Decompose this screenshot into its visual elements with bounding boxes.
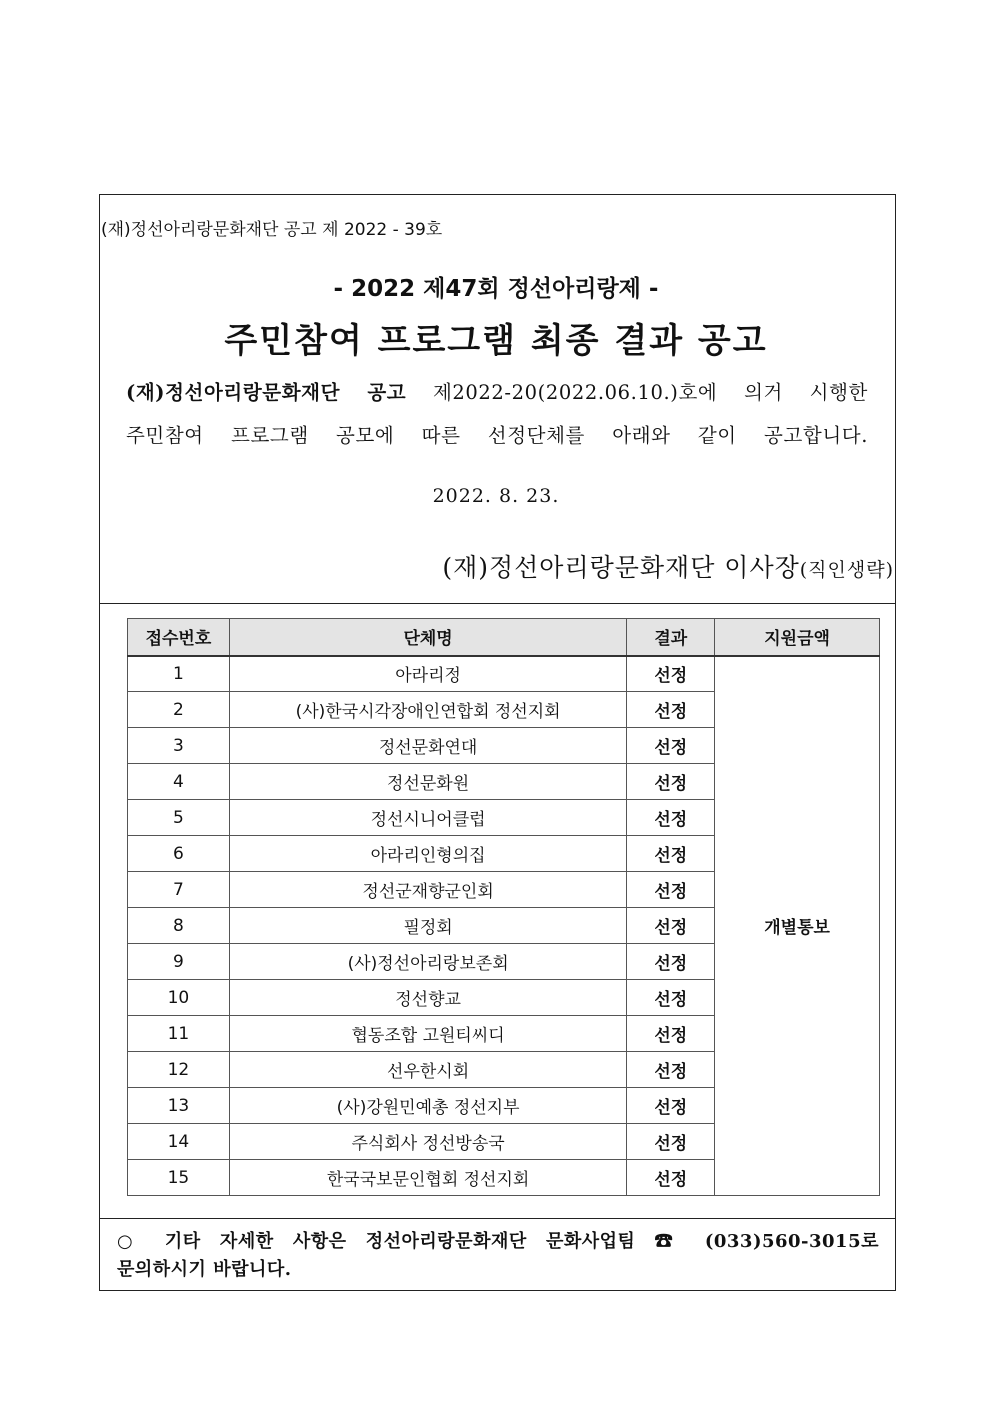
divider bbox=[99, 1218, 896, 1219]
row-result: 선정 bbox=[627, 980, 715, 1016]
row-group-name: (사)정선아리랑보존회 bbox=[229, 944, 626, 980]
row-number: 1 bbox=[128, 656, 230, 692]
row-number: 7 bbox=[128, 872, 230, 908]
row-result: 선정 bbox=[627, 944, 715, 980]
row-result: 선정 bbox=[627, 764, 715, 800]
issuer bbox=[442, 548, 894, 584]
row-result: 선정 bbox=[627, 1052, 715, 1088]
row-group-name: 선우한시회 bbox=[229, 1052, 626, 1088]
notice-date: 2022. 8. 23. bbox=[432, 485, 560, 507]
seal-note: (직인생략) bbox=[799, 559, 894, 581]
row-number: 8 bbox=[128, 908, 230, 944]
row-result: 선정 bbox=[627, 1088, 715, 1124]
header-amount: 지원금액 bbox=[715, 619, 880, 656]
footer-note bbox=[117, 1228, 879, 1284]
row-group-name: (사)한국시각장애인연합회 정선지회 bbox=[229, 692, 626, 728]
body-line-1 bbox=[126, 377, 868, 405]
row-result: 선정 bbox=[627, 800, 715, 836]
body-reference: 제2022-20(2022.06.10.)호에 의거 시행한 bbox=[406, 381, 868, 404]
row-number: 2 bbox=[128, 692, 230, 728]
row-group-name: 정선문화원 bbox=[229, 764, 626, 800]
row-number: 11 bbox=[128, 1016, 230, 1052]
row-result: 선정 bbox=[627, 728, 715, 764]
row-result: 선정 bbox=[627, 908, 715, 944]
row-number: 6 bbox=[128, 836, 230, 872]
row-result: 선정 bbox=[627, 656, 715, 692]
row-number: 13 bbox=[128, 1088, 230, 1124]
body-issuer-ref: (재)정선아리랑문화재단 공고 bbox=[126, 381, 407, 404]
row-result: 선정 bbox=[627, 836, 715, 872]
header-group-name: 단체명 bbox=[229, 619, 626, 656]
row-group-name: 한국국보문인협회 정선지회 bbox=[229, 1160, 626, 1196]
results-table bbox=[127, 618, 880, 1196]
row-result: 선정 bbox=[627, 692, 715, 728]
row-group-name: 정선향교 bbox=[229, 980, 626, 1016]
row-number: 12 bbox=[128, 1052, 230, 1088]
row-number: 5 bbox=[128, 800, 230, 836]
body-line-2: 주민참여 프로그램 공모에 따른 선정단체를 아래와 같이 공고합니다. bbox=[126, 424, 868, 447]
footer-line-1: ○ 기타 자세한 사항은 정선아리랑문화재단 문화사업팀 ☎ (033)560-3015로 bbox=[117, 1231, 879, 1252]
row-number: 14 bbox=[128, 1124, 230, 1160]
row-group-name: 아라리정 bbox=[229, 656, 626, 692]
amount-note: 개별통보 bbox=[715, 656, 880, 1196]
header-number: 접수번호 bbox=[128, 619, 230, 656]
row-result: 선정 bbox=[627, 1016, 715, 1052]
notice-number: (재)정선아리랑문화재단 공고 제 2022 - 39호 bbox=[101, 220, 443, 240]
footer-line-2: 문의하시기 바랍니다. bbox=[117, 1259, 292, 1280]
event-title: - 2022 제47회 정선아리랑제 - bbox=[333, 276, 659, 302]
row-group-name: (사)강원민예총 정선지부 bbox=[229, 1088, 626, 1124]
issuer-name: (재)정선아리랑문화재단 이사장 bbox=[442, 553, 800, 582]
row-number: 9 bbox=[128, 944, 230, 980]
row-number: 10 bbox=[128, 980, 230, 1016]
divider bbox=[99, 603, 896, 604]
table-header-row bbox=[128, 619, 880, 656]
row-group-name: 주식회사 정선방송국 bbox=[229, 1124, 626, 1160]
row-number: 15 bbox=[128, 1160, 230, 1196]
row-group-name: 아라리인형의집 bbox=[229, 836, 626, 872]
header-result: 결과 bbox=[627, 619, 715, 656]
row-group-name: 필정회 bbox=[229, 908, 626, 944]
page-title: 주민참여 프로그램 최종 결과 공고 bbox=[224, 321, 768, 361]
row-result: 선정 bbox=[627, 872, 715, 908]
row-number: 4 bbox=[128, 764, 230, 800]
table-row bbox=[128, 656, 880, 692]
row-group-name: 정선시니어클럽 bbox=[229, 800, 626, 836]
row-group-name: 협동조합 고원티씨디 bbox=[229, 1016, 626, 1052]
row-group-name: 정선군재향군인회 bbox=[229, 872, 626, 908]
row-result: 선정 bbox=[627, 1124, 715, 1160]
row-result: 선정 bbox=[627, 1160, 715, 1196]
row-group-name: 정선문화연대 bbox=[229, 728, 626, 764]
row-number: 3 bbox=[128, 728, 230, 764]
